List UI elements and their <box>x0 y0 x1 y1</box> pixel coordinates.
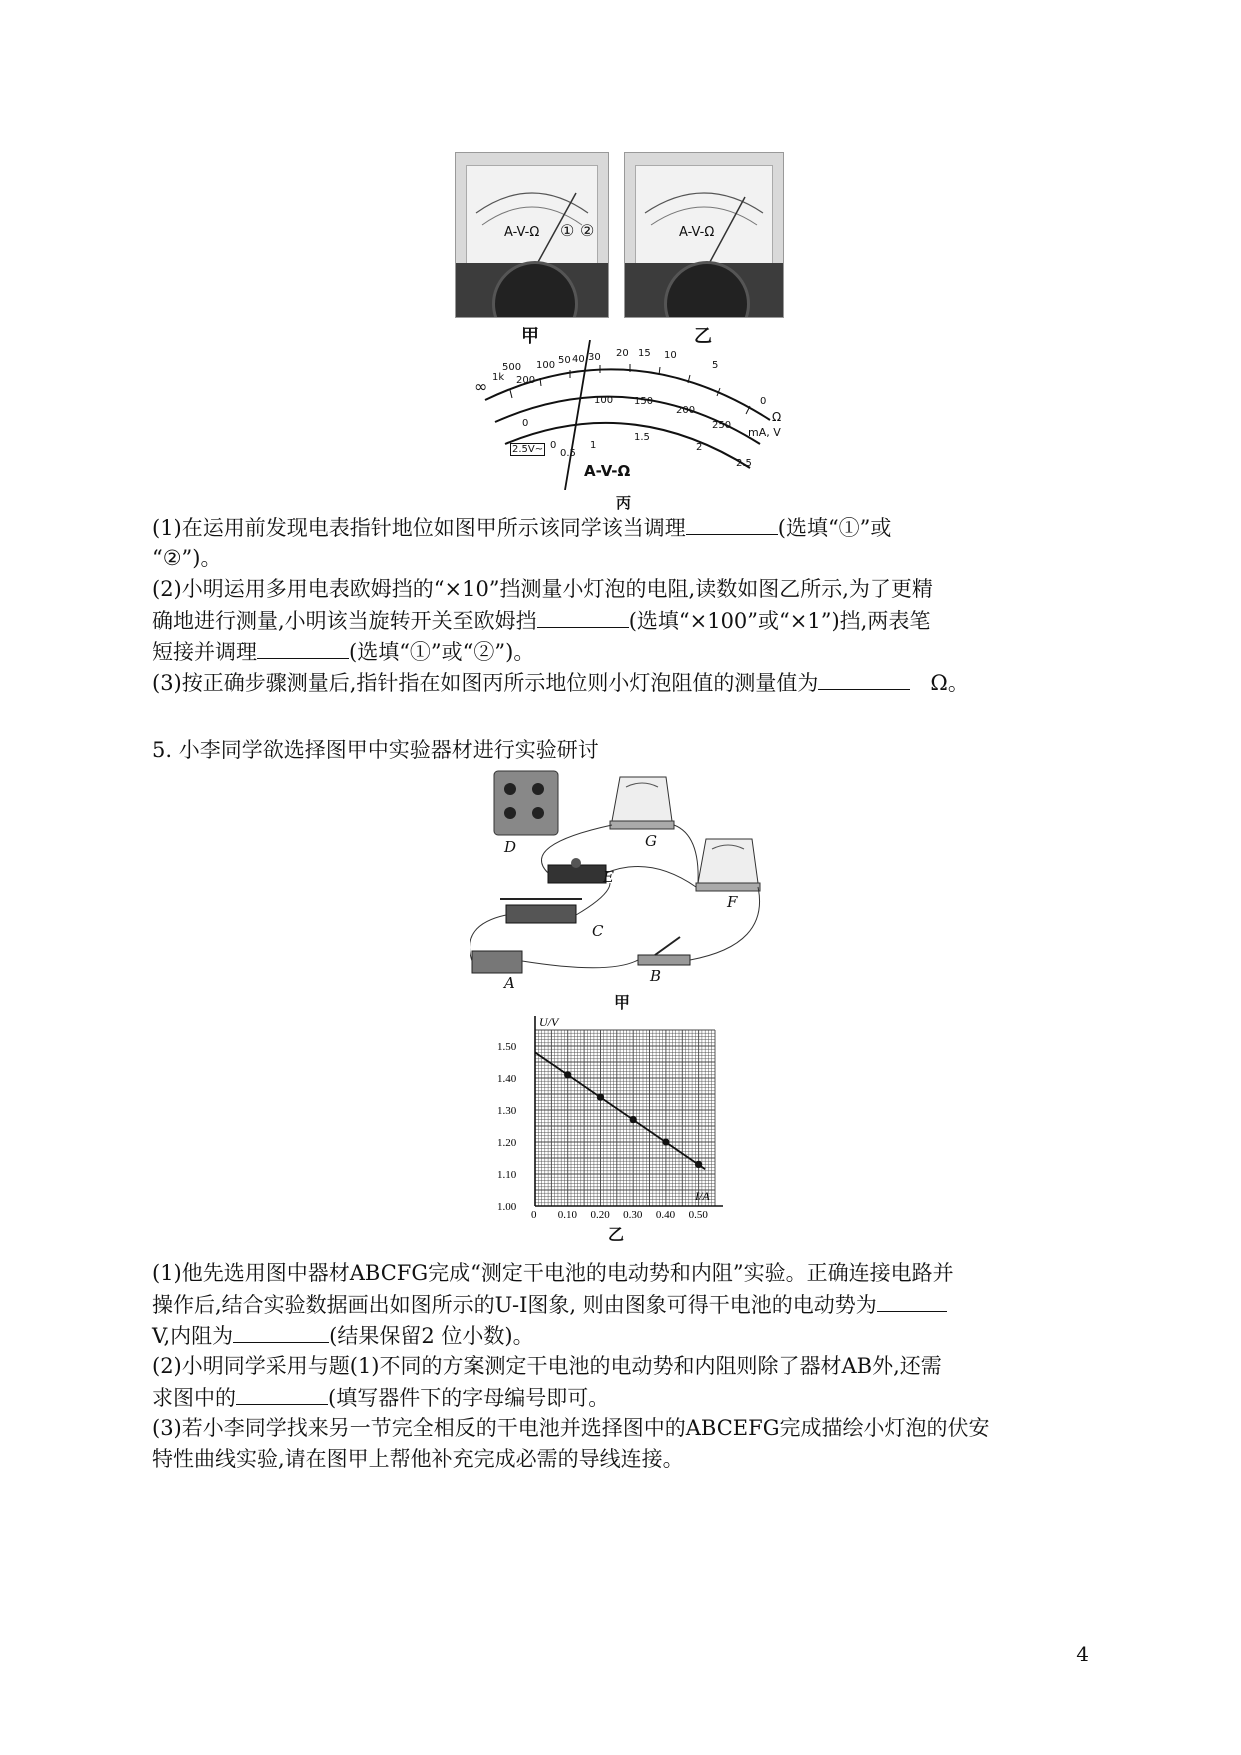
u-i-chart <box>495 1010 735 1230</box>
q5-title: 5. 小李同学欲选择图甲中实验器材进行实验研讨 <box>152 738 599 762</box>
data-point <box>630 1116 637 1123</box>
dial-tick-500: 500 <box>502 362 522 373</box>
caption-yi-top: 乙 <box>694 326 712 347</box>
x-tick-label: 0.20 <box>590 1209 610 1221</box>
dial-low-tick-1.5: 1.5 <box>634 432 650 443</box>
q5-answer-blank-r[interactable] <box>233 1320 329 1343</box>
data-point <box>662 1138 669 1145</box>
apparatus-label-E: E <box>603 868 614 886</box>
x-axis-label: I/A <box>695 1189 710 1203</box>
dial-tick-0: 0 <box>760 396 767 407</box>
q5-answer-blank-devices[interactable] <box>236 1382 328 1405</box>
q4-part1-line2: “②”)。 <box>152 546 222 570</box>
apparatus-label-F: F <box>727 893 738 911</box>
dial-mid-tick-200: 200 <box>676 405 696 416</box>
q4-answer-blank-1[interactable] <box>686 512 778 535</box>
x-tick-label: 0.40 <box>655 1209 676 1221</box>
dial-low-tick-0.5: 0.5 <box>560 448 576 459</box>
y-tick-label: 1.00 <box>497 1201 517 1213</box>
x-tick-label: 0 <box>531 1209 537 1221</box>
dial-low-tick-1: 1 <box>590 440 597 451</box>
meter-photo-yi <box>624 152 784 318</box>
q4-part1-line1: (1)在运用前发现电表指针地位如图甲所示该同学该当调理 (选填“①”或 <box>152 512 1092 543</box>
caption-apparatus-jia: 甲 <box>614 993 631 1012</box>
y-tick-label: 1.40 <box>497 1073 517 1085</box>
meter-yi-label: A-V-Ω <box>679 225 715 240</box>
caption-jia-top: 甲 <box>521 326 539 347</box>
q4-part2-line3: 短接并调理 (选填“①”或“②”)。 <box>152 636 1092 667</box>
dial-mid-tick-250: 250 <box>712 420 732 431</box>
apparatus-label-C: C <box>592 922 604 940</box>
dial-tick-100: 100 <box>536 360 556 371</box>
q5-part1-line3: V,内阻为 (结果保留2 位小数)。 <box>152 1320 1092 1351</box>
dial-tick-15: 15 <box>638 348 651 359</box>
dial-meter-label: A-V-Ω <box>584 462 631 480</box>
x-tick-label: 0.50 <box>688 1209 708 1221</box>
apparatus-figure <box>470 765 780 983</box>
q4-answer-blank-3[interactable] <box>257 636 349 659</box>
q4-part2-line2: 确地进行测量,小明该当旋转开关至欧姆挡 (选填“×100”或“×1”)挡,两表笔 <box>152 605 1092 636</box>
q5-part1-line2: 操作后,结合实验数据画出如图所示的U-I图象, 则由图象可得干电池的电动势为 <box>152 1289 1092 1320</box>
y-tick-label: 1.20 <box>497 1137 517 1149</box>
apparatus-label-D: D <box>504 838 517 856</box>
q4-part3-line1: (3)按正确步骤测量后,指针指在如图丙所示地位则小灯泡阻值的测量值为 Ω。 <box>152 667 1092 698</box>
q5-answer-blank-emf[interactable] <box>877 1289 947 1312</box>
q5-part3-line2: 特性曲线实验,请在图甲上帮他补充完成必需的导线连接。 <box>152 1447 684 1471</box>
dial-tick-200: 200 <box>516 375 536 386</box>
meter-jia-label: A-V-Ω <box>504 225 540 240</box>
dial-tick-20: 20 <box>616 348 629 359</box>
dial-unit-ohm: Ω <box>772 410 782 424</box>
q4-answer-blank-2[interactable] <box>537 605 629 628</box>
dial-low-tick-0: 0 <box>550 440 557 451</box>
dial-low-tick-2: 2 <box>696 442 703 453</box>
dial-low-tick-2.5: 2.5 <box>736 458 752 469</box>
page-number: 4 <box>1076 1642 1089 1666</box>
apparatus-label-G: G <box>645 832 657 850</box>
caption-bing: 丙 <box>616 494 632 512</box>
dial-unit-ma: mA, V <box>748 426 781 439</box>
q5-part2-line2: 求图中的 (填写器件下的字母编号即可。 <box>152 1382 1092 1413</box>
meter-photo-jia <box>455 152 609 318</box>
q5-part3-line1: (3)若小李同学找来另一节完全相反的干电池并选择图中的ABCEFG完成描绘小灯泡的伏安 <box>152 1416 990 1440</box>
y-axis-label: U/V <box>539 1015 559 1029</box>
caption-graph-yi: 乙 <box>608 1225 625 1244</box>
y-tick-label: 1.50 <box>497 1041 517 1053</box>
mark-1: ① <box>560 221 575 240</box>
dial-ohm-infinity: ∞ <box>474 377 488 396</box>
dial-tick-1k: 1k <box>492 372 505 383</box>
dial-tick-40: 40 <box>572 354 585 365</box>
y-tick-label: 1.10 <box>497 1169 517 1181</box>
dial-tick-30: 30 <box>588 352 601 363</box>
dial-mid-tick-0: 0 <box>522 418 529 429</box>
q4-answer-blank-4[interactable] <box>818 667 910 690</box>
apparatus-label-A: A <box>504 974 515 992</box>
dial-mid-tick-100: 100 <box>594 395 614 406</box>
q5-part2-line1: (2)小明同学采用与题(1)不同的方案测定干电池的电动势和内阻则除了器材AB外,还需 <box>152 1354 942 1378</box>
dial-tick-50: 50 <box>558 355 571 366</box>
q4-part2-line1: (2)小明运用多用电表欧姆挡的“×10”挡测量小灯泡的电阻,读数如图乙所示,为了更精 <box>152 577 933 601</box>
data-point <box>564 1071 571 1078</box>
y-tick-label: 1.30 <box>497 1105 517 1117</box>
dial-tick-5: 5 <box>712 360 719 371</box>
x-tick-label: 0.30 <box>623 1209 643 1221</box>
dial-tick-10: 10 <box>664 350 677 361</box>
data-point <box>695 1161 702 1168</box>
apparatus-label-B: B <box>650 967 662 985</box>
q5-part1-line1: (1)他先选用图中器材ABCFG完成“测定干电池的电动势和内阻”实验。正确连接电路并 <box>152 1261 954 1285</box>
mark-2: ② <box>580 221 595 240</box>
x-tick-label: 0.10 <box>557 1209 577 1221</box>
data-point <box>597 1094 604 1101</box>
dial-low-label-2.5v: 2.5V~ <box>512 444 544 455</box>
dial-mid-tick-150: 150 <box>634 396 654 407</box>
